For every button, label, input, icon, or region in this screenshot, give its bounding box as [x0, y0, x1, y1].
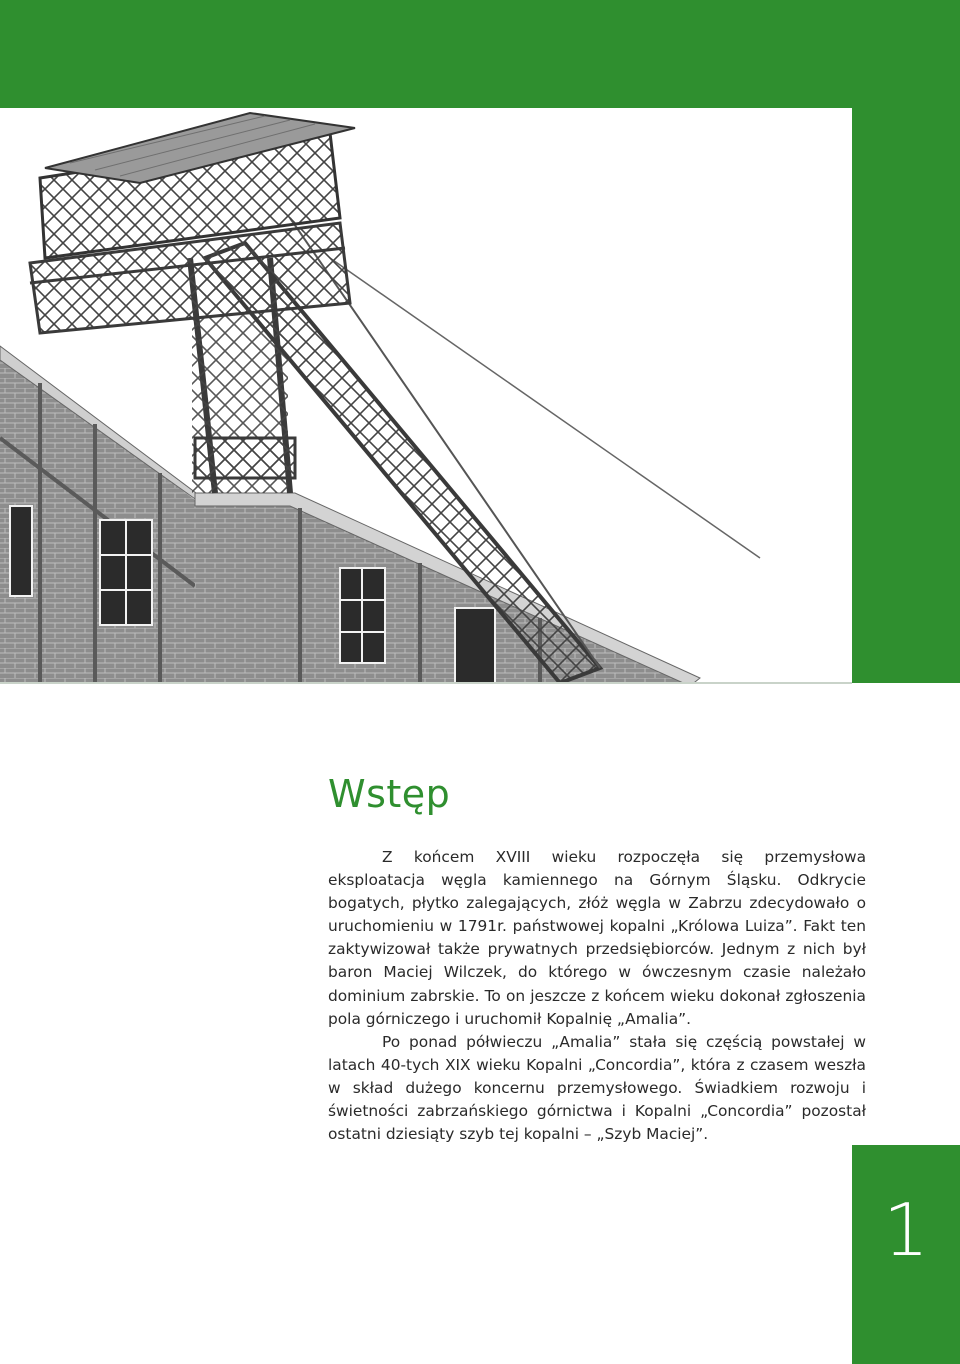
section-heading: Wstęp [328, 772, 451, 816]
headframe-photo [0, 108, 852, 683]
top-green-bar [0, 0, 960, 110]
body-text [328, 846, 866, 1146]
paragraph-2: Po ponad półwieczu „Amalia” stała się częścią powstałej w latach 40-tych XIX wieku Kopalni „Concordia”, która z czasem weszła w skład dużego koncernu przemysłowego. Świadkiem rozwoju i świetności zabrzańskiego górnictwa i Kopalni „Concordia” pozostał ostatni dziesiąty szyb tej kopalni – „Szyb Maciej”. [328, 1032, 866, 1144]
paragraph-1: Z końcem XVIII wieku rozpoczęła się przemysłowa eksploatacja węgla kamiennego na Górnym Śląsku. Odkrycie bogatych, płytko zalegających, złóż węgla w Zabrzu zdecydowało o uruchomieniu w 1791r. państwowej kopalni „Królowa Luiza”. Fakt ten zaktywizował także prywatnych przedsiębiorców. Jednym z nich był baron Maciej Wilczek, do którego w ówczesnym czasie należało dominium zabrskie. To on jeszcze z końcem wieku dokonał zgłoszenia pola górniczego i uruchomił Kopalnię „Amalia”. [328, 848, 866, 1028]
photo-bottom-border [0, 682, 852, 684]
page-number: 1 [883, 1188, 929, 1272]
right-green-bar [852, 108, 960, 683]
